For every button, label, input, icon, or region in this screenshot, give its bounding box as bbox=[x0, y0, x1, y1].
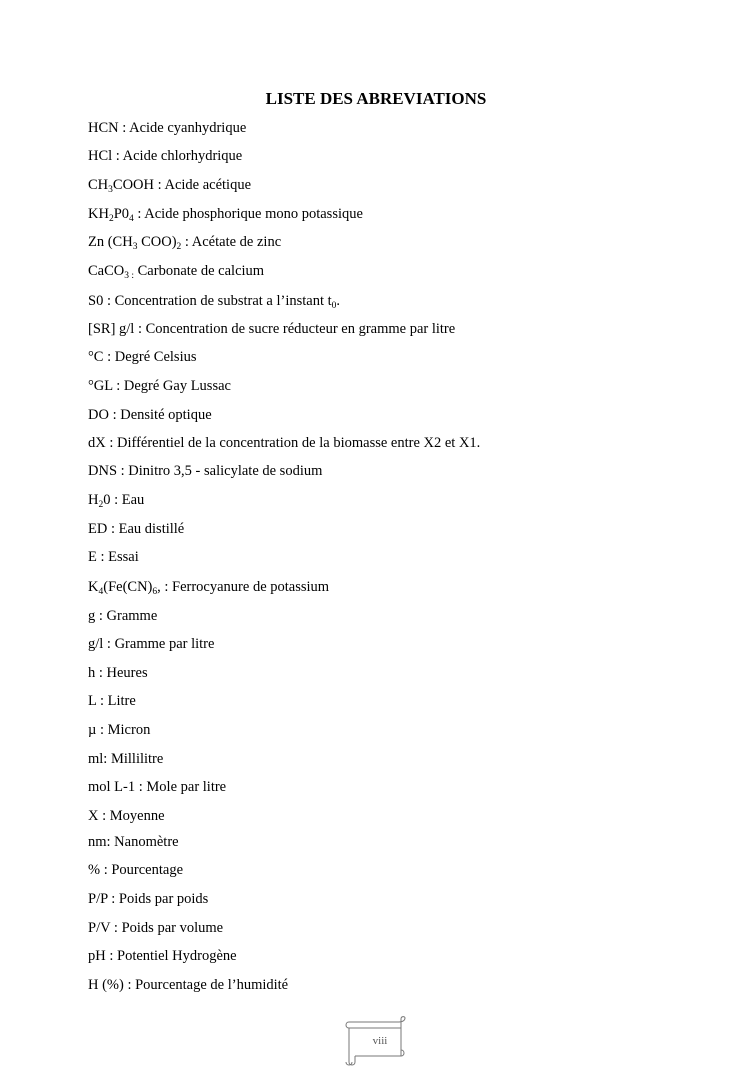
abbreviation-entry: [SR] g/l : Concentration de sucre réducteur en gramme par litre bbox=[88, 321, 456, 337]
abbreviation-entry: mol L-1 : Mole par litre bbox=[88, 779, 227, 795]
abbreviation-entry: nm: Nanomètre bbox=[88, 834, 179, 850]
abbreviation-entry: H (%) : Pourcentage de l’humidité bbox=[88, 977, 289, 993]
abbreviation-entry: °GL : Degré Gay Lussac bbox=[88, 378, 231, 394]
page-title: LISTE DES ABREVIATIONS bbox=[265, 89, 487, 108]
abbreviation-entry: $CH_3COOH$ : Acide acétique bbox=[88, 177, 252, 195]
abbreviation-entry: h : Heures bbox=[88, 665, 148, 681]
page-number: viii bbox=[372, 1035, 388, 1047]
abbreviation-entry: E : Essai bbox=[88, 549, 139, 565]
abbreviation-entry: $KH_2P0_4$ : Acide phosphorique mono potassique bbox=[88, 206, 363, 224]
abbreviation-entry: ED : Eau distillé bbox=[88, 521, 185, 537]
abbreviation-entry: ml: Millilitre bbox=[88, 751, 164, 767]
abbreviation-entry: X : Moyenne bbox=[88, 808, 165, 824]
abbreviation-entry: DNS : Dinitro 3,5 ‑ salicylate de sodium bbox=[88, 463, 323, 479]
abbreviation-entry: L : Litre bbox=[88, 693, 136, 709]
abbreviation-entry: P/P : Poids par poids bbox=[88, 891, 209, 907]
abbreviation-entry: g : Gramme bbox=[88, 608, 158, 624]
abbreviation-entry: $H_20$ : Eau bbox=[88, 492, 145, 510]
abbreviation-entry: HCl : Acide chlorhydrique bbox=[88, 148, 243, 164]
abbreviation-entry: HCN : Acide cyanhydrique bbox=[88, 120, 247, 136]
abbreviation-entry: P/V : Poids par volume bbox=[88, 920, 224, 936]
abbreviation-entry: % : Pourcentage bbox=[88, 862, 184, 878]
abbreviation-entry: pH : Potentiel Hydrogène bbox=[88, 948, 237, 964]
abbreviation-entry: g/l : Gramme par litre bbox=[88, 636, 215, 652]
abbreviation-entry: dX : Différentiel de la concentration de la biomasse entre X2 et X1. bbox=[88, 435, 481, 451]
abbreviation-entry: S0 : Concentration de substrat a l’instant $t_0$. bbox=[88, 293, 341, 311]
abbreviation-entry: µ : Micron bbox=[88, 722, 151, 738]
abbreviation-entry: °C : Degré Celsius bbox=[88, 349, 197, 365]
abbreviation-entry: DO : Densité optique bbox=[88, 407, 212, 423]
abbreviation-entry: $K_4(Fe(CN)_6$, : Ferrocyanure de potassium bbox=[88, 579, 330, 597]
abbreviation-entry: Zn ($CH_3$ $COO)_2$ : Acétate de zinc bbox=[88, 234, 282, 252]
abbreviation-entry: CaCO$_{3 :}$ Carbonate de calcium bbox=[88, 263, 265, 281]
